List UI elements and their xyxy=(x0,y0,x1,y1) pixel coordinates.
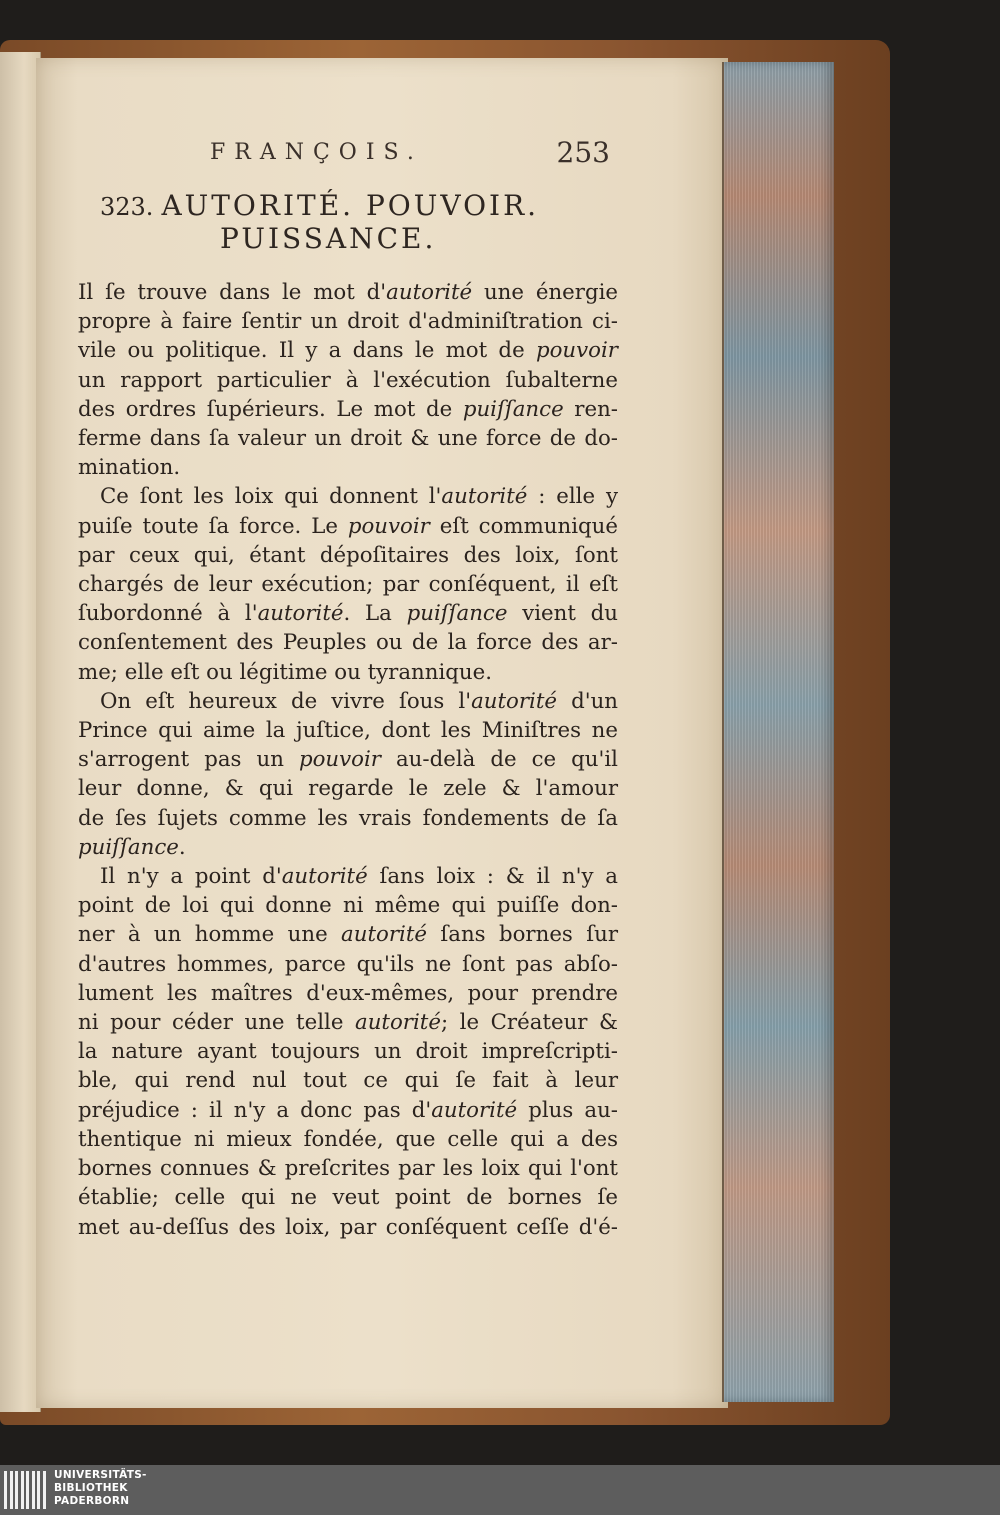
logo-bar xyxy=(32,1471,35,1509)
body-line: la nature ayant toujours un droit impreſcripti- xyxy=(78,1039,618,1065)
body-line: conſentement des Peuples ou de la force des ar- xyxy=(78,630,618,656)
body-line: préjudice : il n'y a donc pas d'autorité plus au- xyxy=(78,1097,618,1123)
body-line: ner à un homme une autorité ſans bornes ſur xyxy=(78,922,618,948)
body-line: établie; celle qui ne veut point de bornes ſe xyxy=(78,1185,618,1211)
body-line: Il ſe trouve dans le mot d'autorité une énergie xyxy=(78,280,618,305)
logo-bar xyxy=(15,1471,18,1509)
body-line: ſubordonné à l'autorité. La puiſſance vient du xyxy=(78,601,618,627)
logo-bar xyxy=(4,1471,7,1509)
logo-bar xyxy=(26,1471,29,1509)
body-line: ferme dans ſa valeur un droit & une force de do- xyxy=(78,426,618,452)
logo-bar xyxy=(21,1471,24,1509)
logo-bar xyxy=(43,1471,46,1509)
body-line: des ordres ſupérieurs. Le mot de puiſſance ren- xyxy=(78,396,619,422)
logo-line-2: BIBLIOTHEK xyxy=(54,1482,128,1494)
library-logo-icon xyxy=(4,1471,48,1509)
body-line: s'arrogent pas un pouvoir au-delà de ce qu'il xyxy=(78,747,618,773)
body-line: thentique ni mieux fondée, que celle qui a des xyxy=(78,1126,618,1152)
body-line: lument les maîtres d'eux-mêmes, pour prendre xyxy=(78,980,618,1006)
body-line: un rapport particulier à l'exécution ſubalterne xyxy=(78,367,618,393)
body-line: Ce ſont les loix qui donnent l'autorité : elle y xyxy=(100,484,618,510)
logo-bar xyxy=(37,1471,40,1509)
body-line: puiſſance. xyxy=(78,834,186,860)
body-line: mination. xyxy=(78,455,181,481)
library-footer-bar xyxy=(0,1465,1000,1515)
title-line-1: AUTORITÉ. POUVOIR. xyxy=(161,189,540,222)
body-line: ni pour céder une telle autorité; le Créateur & xyxy=(78,1010,618,1036)
page-header xyxy=(210,136,610,180)
body-line: On eſt heureux de vivre ſous l'autorité d'un xyxy=(100,688,618,714)
logo-line-3: PADERBORN xyxy=(54,1495,130,1507)
library-logo-text xyxy=(54,1469,147,1508)
body-line: vile ou politique. Il y a dans le mot de pouvoir xyxy=(78,338,618,364)
page-fore-edge xyxy=(722,62,834,1402)
body-line: chargés de leur exécution; par conſéquent, il eſt xyxy=(78,572,618,598)
article-title xyxy=(100,190,620,255)
logo-bar xyxy=(10,1471,13,1509)
title-line-2: PUISSANCE. xyxy=(220,222,437,255)
body-line: me; elle eſt ou légitime ou tyrannique. xyxy=(78,659,492,685)
left-page-stack xyxy=(0,52,41,1412)
body-line: d'autres hommes, parce qu'ils ne ſont pas abſo- xyxy=(78,951,618,977)
body-line: leur donne, & qui regarde le zele & l'amour xyxy=(78,776,618,802)
body-line: par ceux qui, étant dépoſitaires des loix, ſont xyxy=(78,542,618,568)
body-line: ble, qui rend nul tout ce qui ſe fait à leur xyxy=(78,1068,618,1094)
body-line: met au-deſſus des loix, par conſéquent ceſſe d'é- xyxy=(78,1214,618,1240)
body-line: propre à faire ſentir un droit d'adminiſtration ci- xyxy=(78,309,618,335)
logo-line-1: UNIVERSITÄTS- xyxy=(54,1469,147,1481)
body-line: Prince qui aime la juſtice, dont les Miniſtres ne xyxy=(78,718,618,744)
body-line: point de loi qui donne ni même qui puiſſe don- xyxy=(78,893,618,919)
body-line: Il n'y a point d'autorité ſans loix : & il n'y a xyxy=(100,864,618,890)
body-line: bornes connues & preſcrites par les loix qui l'ont xyxy=(78,1156,618,1182)
body-line: de ſes ſujets comme les vrais fondements de ſa xyxy=(78,805,618,831)
article-number: 323. xyxy=(100,193,154,221)
body-line: puiſe toute ſa force. Le pouvoir eſt communiqué xyxy=(78,513,619,539)
page-number: 253 xyxy=(556,136,610,169)
article-body xyxy=(78,278,618,1242)
running-head: FRANÇOIS. xyxy=(210,140,423,165)
